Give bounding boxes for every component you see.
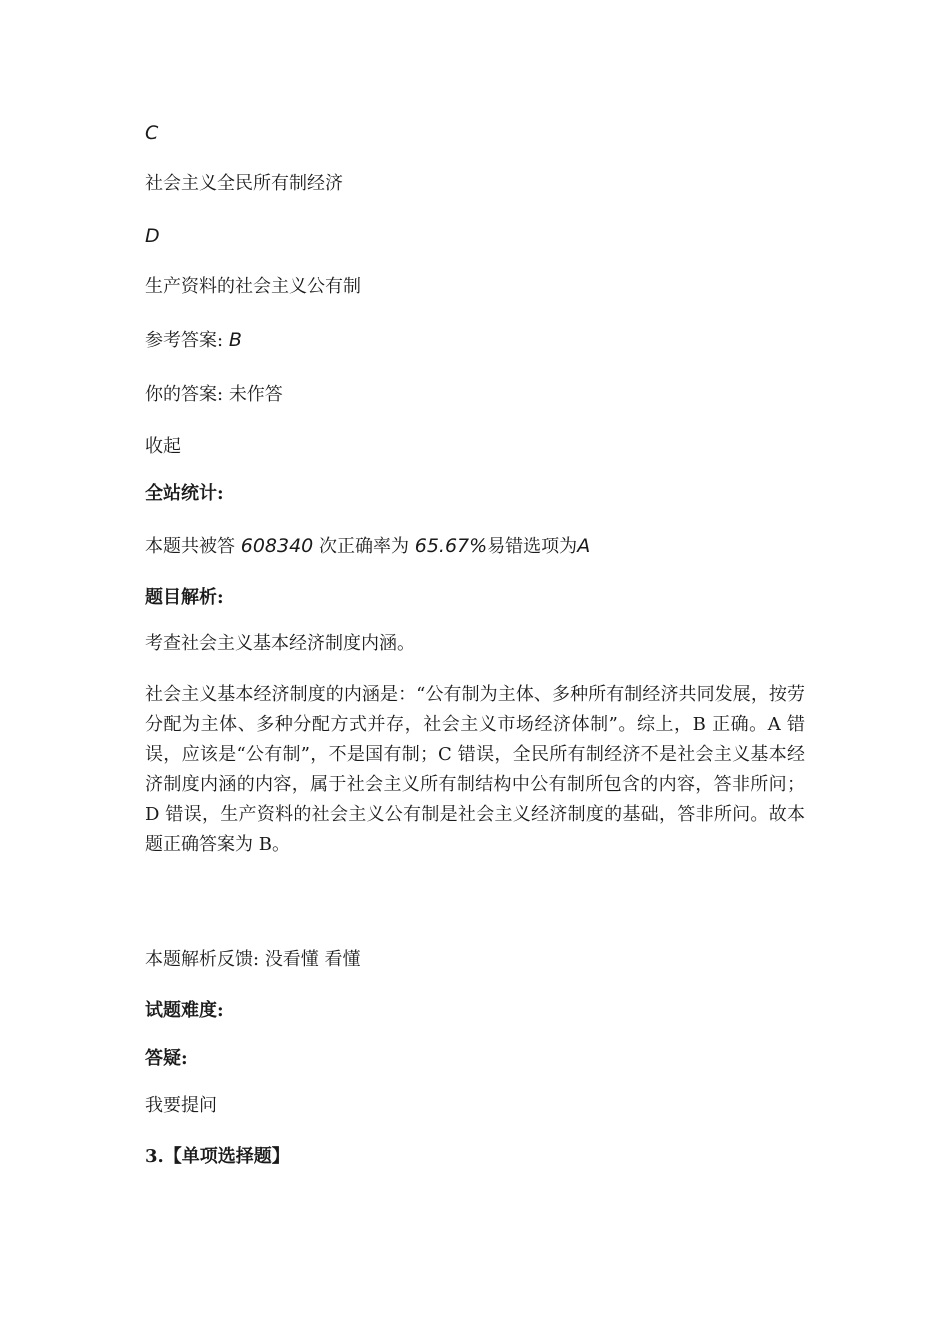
ask-question-link[interactable]: 我要提问 <box>145 1095 217 1116</box>
option-c-text: 社会主义全民所有制经济 <box>145 173 343 194</box>
stats-line <box>145 534 590 559</box>
stats-rate: 65.67% <box>414 535 488 557</box>
option-d-letter: D <box>145 225 160 247</box>
your-answer <box>145 383 283 407</box>
reference-answer <box>145 328 242 353</box>
stats-wrong-option: A <box>577 535 591 557</box>
not-understood-button[interactable]: 没看懂 <box>264 949 319 970</box>
stats-suffix: 易错选项为 <box>487 536 578 557</box>
next-question-number: 3. <box>145 1146 164 1167</box>
option-d-text: 生产资料的社会主义公有制 <box>145 276 361 297</box>
reference-answer-label: 参考答案: <box>145 330 224 351</box>
stats-middle: 次正确率为 <box>319 536 409 557</box>
feedback-label: 本题解析反馈: <box>145 949 260 970</box>
analysis-body: 社会主义基本经济制度的内涵是：“公有制为主体、多种所有制经济共同发展，按劳分配为主体、多种分配方式并存，社会主义市场经济体制”。综上，B 正确。A 错误，应该是“公有制”，不是国有制；C 错误，全民所有制经济不是社会主义基本经济制度内涵的内容，属于社会主义所有制结构中公有制所包含的内容，答非所问；D 错误，生产资料的社会主义公有制是社会主义经济制度的基础，答非所问。故本题正确答案为 B。 <box>145 684 805 855</box>
stats-prefix: 本题共被答 <box>145 536 235 557</box>
analysis-title: 题目解析: <box>145 587 224 608</box>
next-question-type: 【单项选择题】 <box>163 1146 290 1167</box>
stats-count: 608340 <box>240 535 314 557</box>
analysis-summary: 考查社会主义基本经济制度内涵。 <box>145 633 415 654</box>
option-c-letter: C <box>145 122 159 144</box>
your-answer-value: 未作答 <box>228 384 283 405</box>
difficulty-title: 试题难度: <box>145 1000 224 1021</box>
stats-title: 全站统计: <box>145 483 224 504</box>
qa-title: 答疑: <box>145 1048 188 1069</box>
collapse-link[interactable]: 收起 <box>145 436 181 457</box>
next-question-heading <box>145 1145 290 1169</box>
understood-button[interactable]: 看懂 <box>324 949 361 970</box>
your-answer-label: 你的答案: <box>145 384 224 405</box>
reference-answer-value: B <box>228 329 242 351</box>
feedback-row <box>145 948 361 972</box>
